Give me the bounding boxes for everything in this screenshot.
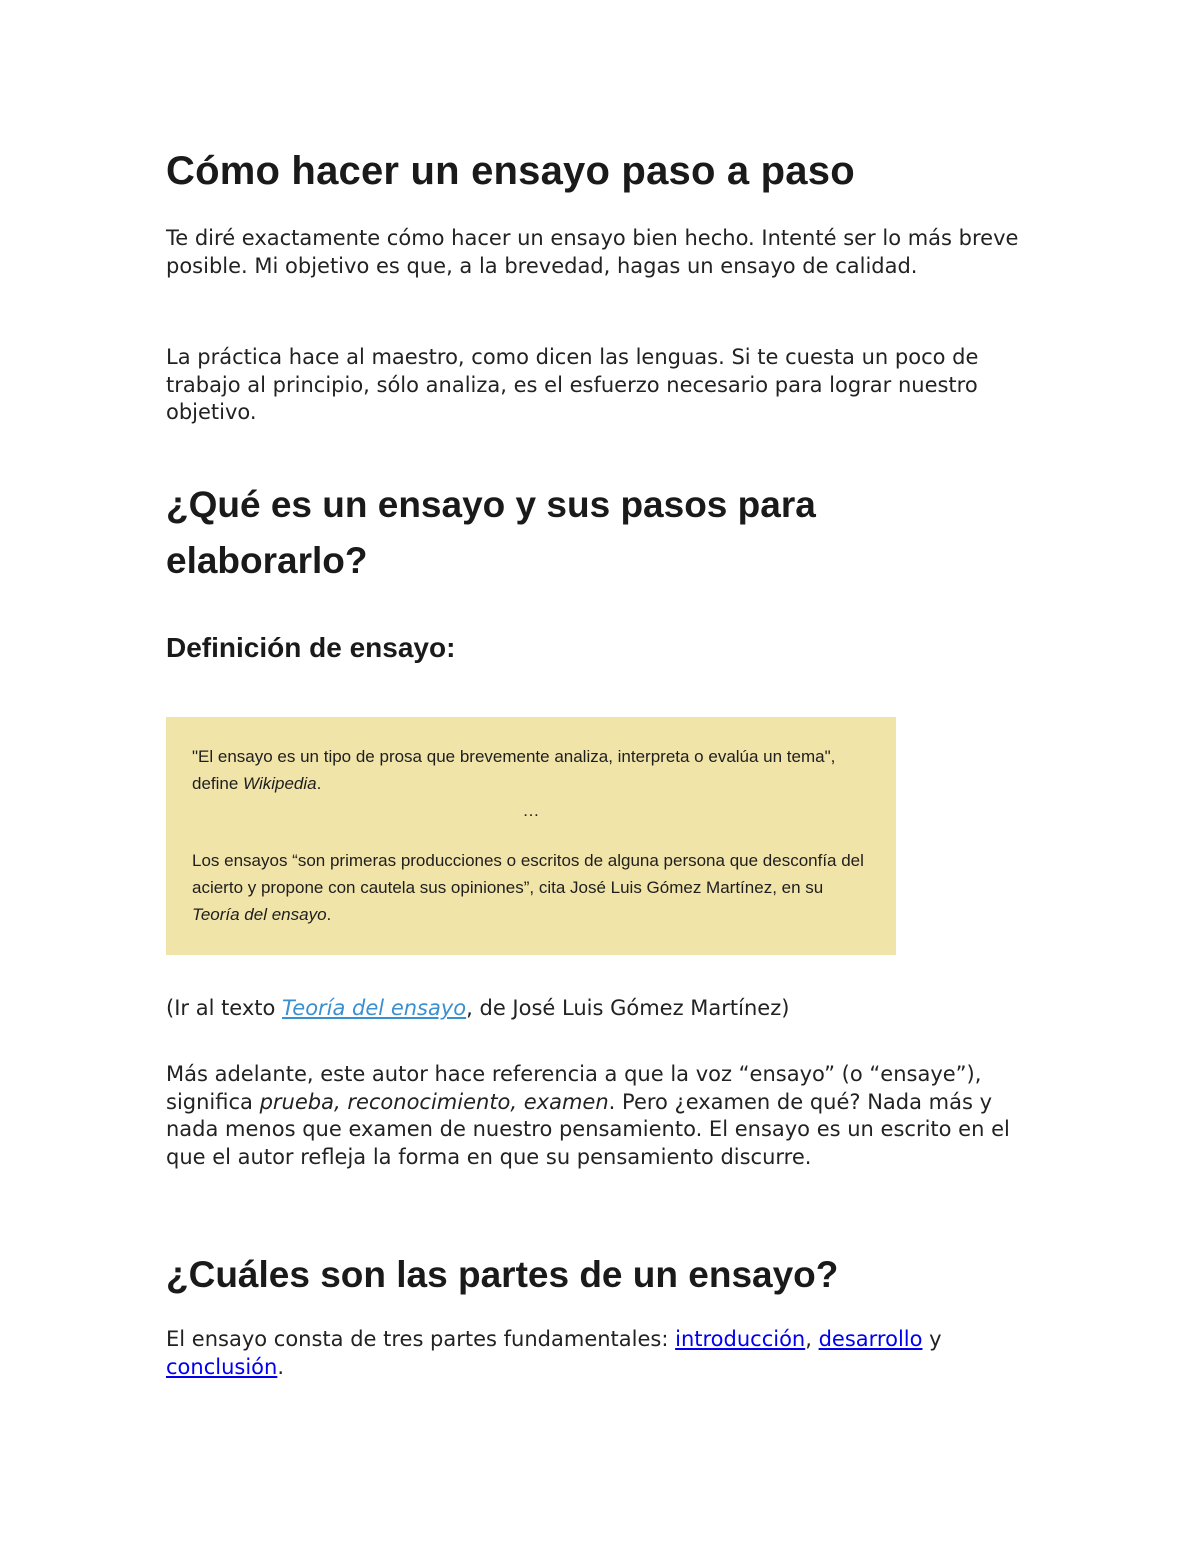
- conclusion-link[interactable]: conclusión: [166, 1354, 278, 1379]
- quote-separator: …: [522, 801, 540, 820]
- definition-quote-box: [166, 717, 896, 955]
- quote-source-teoria: Teoría del ensayo: [192, 905, 327, 924]
- intro-paragraph-1: Te diré exactamente cómo hacer un ensayo bien hecho. Intenté ser lo más breve posible. Mi objetivo es que, a la brevedad, hagas un ensayo de calidad.: [166, 226, 1019, 278]
- intro-paragraph-2: La práctica hace al maestro, como dicen las lenguas. Si te cuesta un poco de trabajo al principio, sólo analiza, es el esfuerzo necesario para lograr nuestro objetivo.: [166, 345, 979, 424]
- parts-paragraph: El ensayo consta de tres partes fundamentales: introducción, desarrollo y conclusión.: [166, 1327, 942, 1379]
- introduccion-link[interactable]: introducción: [675, 1327, 806, 1351]
- page-title: Cómo hacer un ensayo paso a paso: [166, 149, 855, 193]
- section-heading-parts: ¿Cuáles son las partes de un ensayo?: [166, 1254, 839, 1295]
- teoria-del-ensayo-link[interactable]: Teoría del ensayo: [282, 996, 467, 1020]
- quote-wikipedia: "El ensayo es un tipo de prosa que brevemente analiza, interpreta o evalúa un tema", define Wikipedia.: [192, 747, 836, 793]
- more-paragraph: Más adelante, este autor hace referencia a que la voz “ensayo” (o “ensaye”), significa prueba, reconocimiento, examen. Pero ¿examen de qué? Nada más y nada menos que examen de nuestro pensamiento. El ensayo es un escrito en el que el autor refleja la forma en que su pensamiento discurre.: [166, 1062, 1010, 1169]
- quote-gomez-martinez: Los ensayos “son primeras producciones o escritos de alguna persona que desconfía del acierto y propone con cautela sus opiniones”, cita José Luis Gómez Martínez, en su Teoría del ensayo.: [192, 851, 864, 924]
- desarrollo-link[interactable]: desarrollo: [818, 1327, 923, 1351]
- quote-source-wikipedia: Wikipedia: [243, 774, 317, 793]
- reference-paragraph: (Ir al texto Teoría del ensayo, de José Luis Gómez Martínez): [166, 996, 790, 1020]
- subheading-definition: Definición de ensayo:: [166, 632, 456, 663]
- section-heading-what-is-essay: ¿Qué es un ensayo y sus pasos para elaborarlo?: [166, 484, 816, 581]
